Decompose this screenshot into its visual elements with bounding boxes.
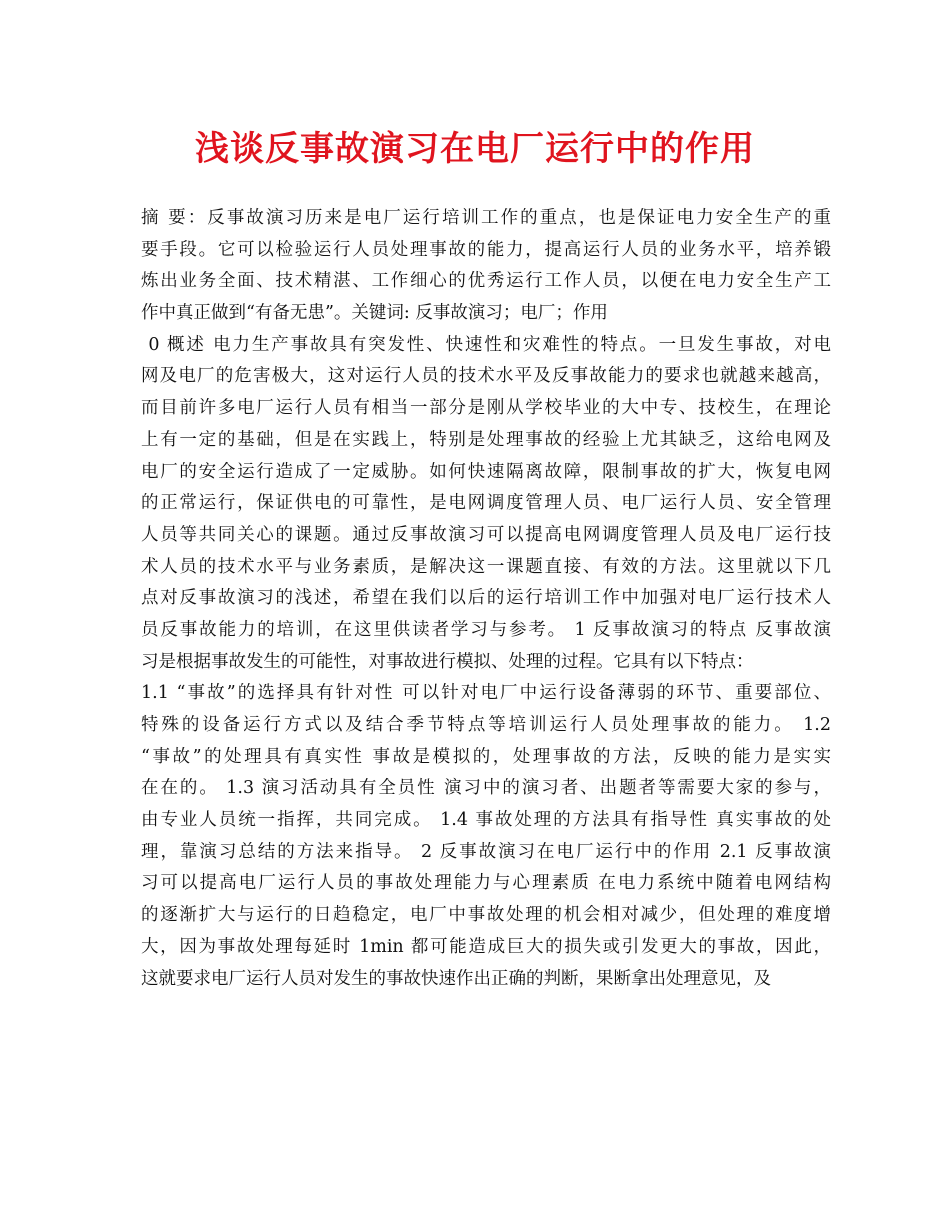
body-line: 0 概述 电力生产事故具有突发性、快速性和灾难性的特点。一旦发生事故，对电	[141, 334, 831, 355]
body-line: 炼出业务全面、技术精湛、工作细心的优秀运行工作人员，以便在电力安全生产工	[141, 271, 831, 292]
body-line: 1.1 “事故”的选择具有针对性 可以针对电厂中运行设备薄弱的环节、重要部位、	[141, 683, 831, 704]
body-line: 特殊的设备运行方式以及结合季节特点等培训运行人员处理事故的能力。 1.2	[141, 715, 831, 735]
document-body	[141, 203, 831, 995]
body-line: 习可以提高电厂运行人员的事故处理能力与心理素质 在电力系统中随着电网结构	[141, 873, 831, 894]
body-line: 上有一定的基础，但是在实践上，特别是处理事故的经验上尤其缺乏，这给电网及	[141, 429, 831, 450]
body-line: 由专业人员统一指挥，共同完成。 1.4 事故处理的方法具有指导性 真实事故的处	[141, 810, 831, 831]
body-line: 点对反事故演习的浅述，希望在我们以后的运行培训工作中加强对电厂运行技术人	[141, 588, 831, 609]
document-title: 浅谈反事故演习在电厂运行中的作用	[195, 129, 755, 169]
body-line: 而目前许多电厂运行人员有相当一部分是刚从学校毕业的大中专、技校生，在理论	[141, 398, 831, 419]
body-line: “事故”的处理具有真实性 事故是模拟的，处理事故的方法，反映的能力是实实	[141, 746, 831, 767]
body-line: 的逐渐扩大与运行的日趋稳定，电厂中事故处理的机会相对减少，但处理的难度增	[141, 905, 831, 926]
body-line: 在在的。 1.3 演习活动具有全员性 演习中的演习者、出题者等需要大家的参与，	[141, 778, 831, 799]
body-line: 员反事故能力的培训，在这里供读者学习与参考。 1 反事故演习的特点 反事故演	[141, 619, 831, 640]
body-line: 电厂的安全运行造成了一定威胁。如何快速隔离故障，限制事故的扩大，恢复电网	[141, 461, 831, 482]
body-line: 网及电厂的危害极大，这对运行人员的技术水平及反事故能力的要求也就越来越高，	[141, 366, 831, 387]
body-line: 要手段。它可以检验运行人员处理事故的能力，提高运行人员的业务水平，培养锻	[141, 239, 831, 260]
body-line: 的正常运行，保证供电的可靠性，是电网调度管理人员、电厂运行人员、安全管理	[141, 493, 831, 514]
body-line: 术人员的技术水平与业务素质，是解决这一课题直接、有效的方法。这里就以下几	[141, 556, 831, 577]
body-line: 这就要求电厂运行人员对发生的事故快速作出正确的判断，果断拿出处理意见，及	[141, 968, 771, 989]
body-line: 习是根据事故发生的可能性，对事故进行模拟、处理的过程。它具有以下特点：	[141, 651, 754, 672]
body-line: 大，因为事故处理每延时 1min 都可能造成巨大的损失或引发更大的事故，因此，	[141, 936, 831, 957]
body-line: 作中真正做到“有备无患”。关键词: 反事故演习；电厂；作用	[141, 303, 608, 324]
body-line: 摘 要：反事故演习历来是电厂运行培训工作的重点，也是保证电力安全生产的重	[141, 208, 831, 228]
body-line: 理，靠演习总结的方法来指导。 2 反事故演习在电厂运行中的作用 2.1 反事故演	[141, 841, 831, 862]
body-line: 人员等共同关心的课题。通过反事故演习可以提高电网调度管理人员及电厂运行技	[141, 524, 831, 545]
